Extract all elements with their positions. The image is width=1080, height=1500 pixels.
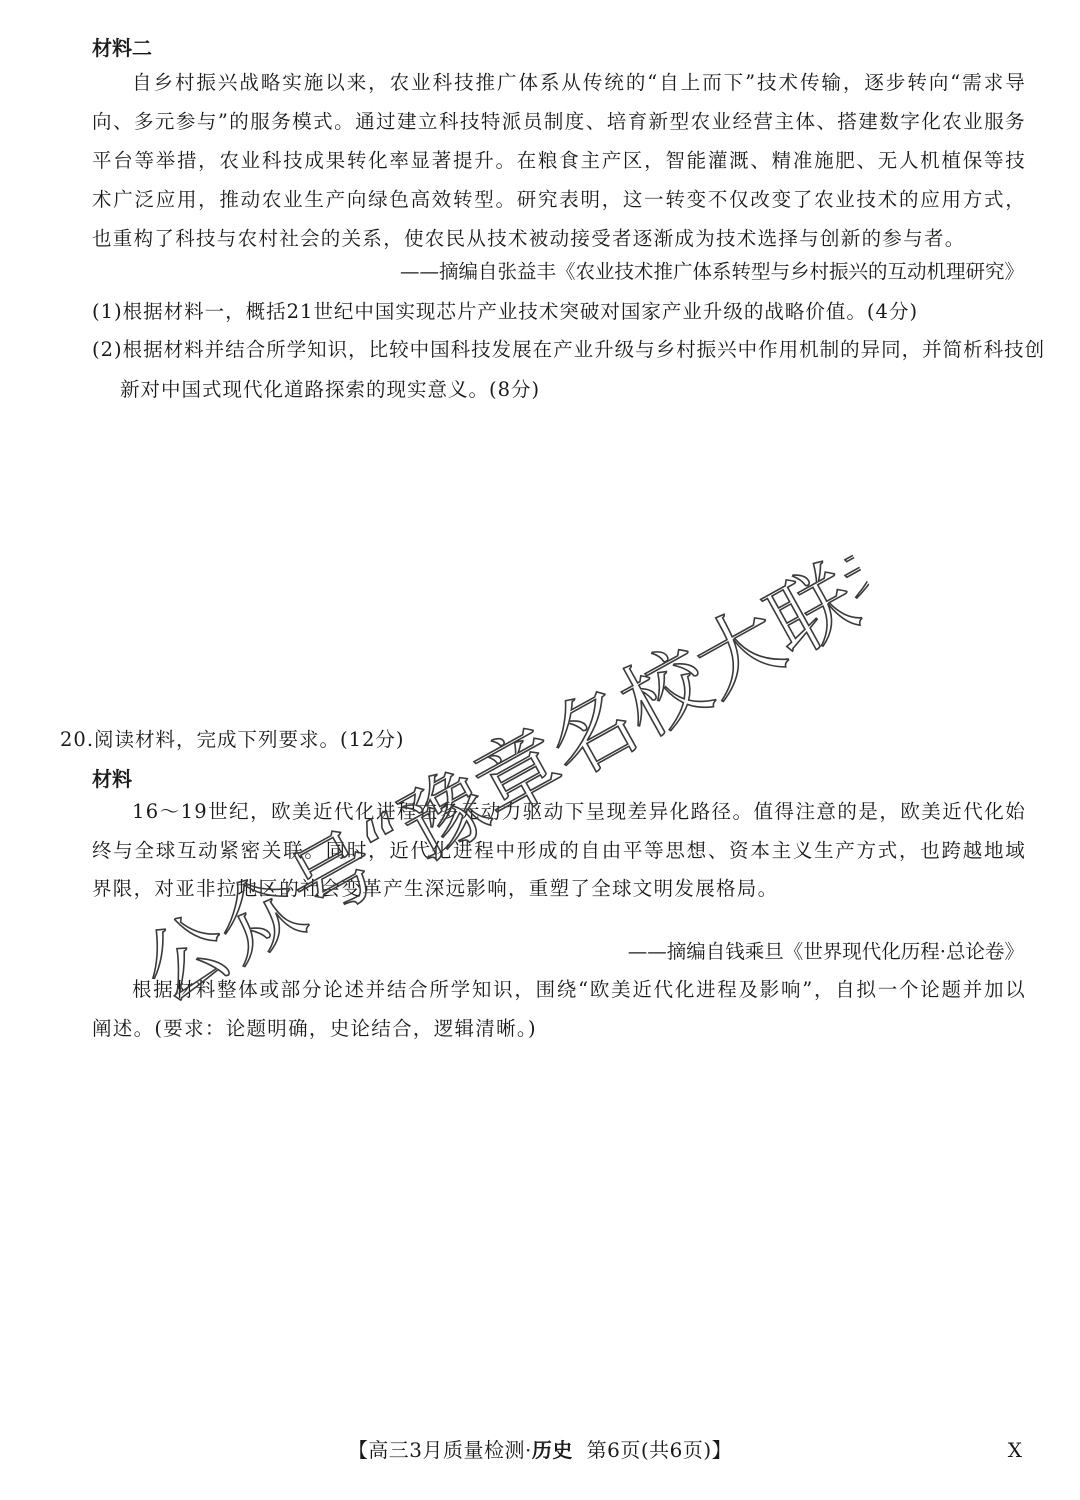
page-footer — [0, 1436, 1080, 1464]
footer-subject: 历史 — [531, 1438, 573, 1462]
material-2-source: ——摘编自张益丰《农业技术推广体系转型与乡村振兴的互动机理研究》 — [399, 260, 1024, 283]
question-20-source: ——摘编自钱乘旦《世界现代化历程·总论卷》 — [627, 940, 1024, 963]
material-2-paragraph: 自乡村振兴战略实施以来，农业科技推广体系从传统的“自上而下”技术传输，逐步转向“需求导向、多元参与”的服务模式。通过建立科技特派员制度、培育新型农业经营主体、搭建数字化农业服务平台等举措，农业科技成果转化率显著提升。在粮食主产区，智能灌溉、精准施肥、无人机植保等技术广泛应用，推动农业生产向绿色高效转型。研究表明，这一转变不仅改变了农业技术的应用方式，也重构了科技与农村社会的关系，使农民从技术被动接受者逐渐成为技术选择与创新的参与者。 — [92, 71, 1026, 250]
footer-code: X — [1007, 1438, 1022, 1462]
material-2-heading: 材料二 — [92, 36, 152, 60]
footer-prefix: 【高三3月质量检测· — [347, 1438, 532, 1462]
question-20-material-heading: 材料 — [92, 767, 132, 791]
question-2: (2)根据材料并结合所学知识，比较中国科技发展在产业升级与乡村振兴中作用机制的异同，并简析科技创新对中国式现代化道路探索的现实意义。(8分) — [92, 338, 1046, 401]
question-20-instruction: 根据材料整体或部分论述并结合所学知识，围绕“欧美近代化进程及影响”，自拟一个论题并加以阐述。(要求：论题明确，史论结合，逻辑清晰。) — [92, 978, 1026, 1040]
question-1: (1)根据材料一，概括21世纪中国实现芯片产业技术突破对国家产业升级的战略价值。(4分) — [92, 300, 919, 323]
footer-pages: 第6页(共6页)】 — [572, 1438, 733, 1462]
question-20-paragraph: 16～19世纪，欧美近代化进程在多元动力驱动下呈现差异化路径。值得注意的是，欧美近代化始终与全球互动紧密关联。同时，近代化进程中形成的自由平等思想、资本主义生产方式，也跨越地域界限，对亚非拉地区的社会变革产生深远影响，重塑了全球文明发展格局。 — [92, 800, 1026, 900]
question-20-title: 20.阅读材料，完成下列要求。(12分) — [60, 728, 405, 751]
watermark-text: 公众号“豫章名校大联考” — [126, 529, 892, 1022]
